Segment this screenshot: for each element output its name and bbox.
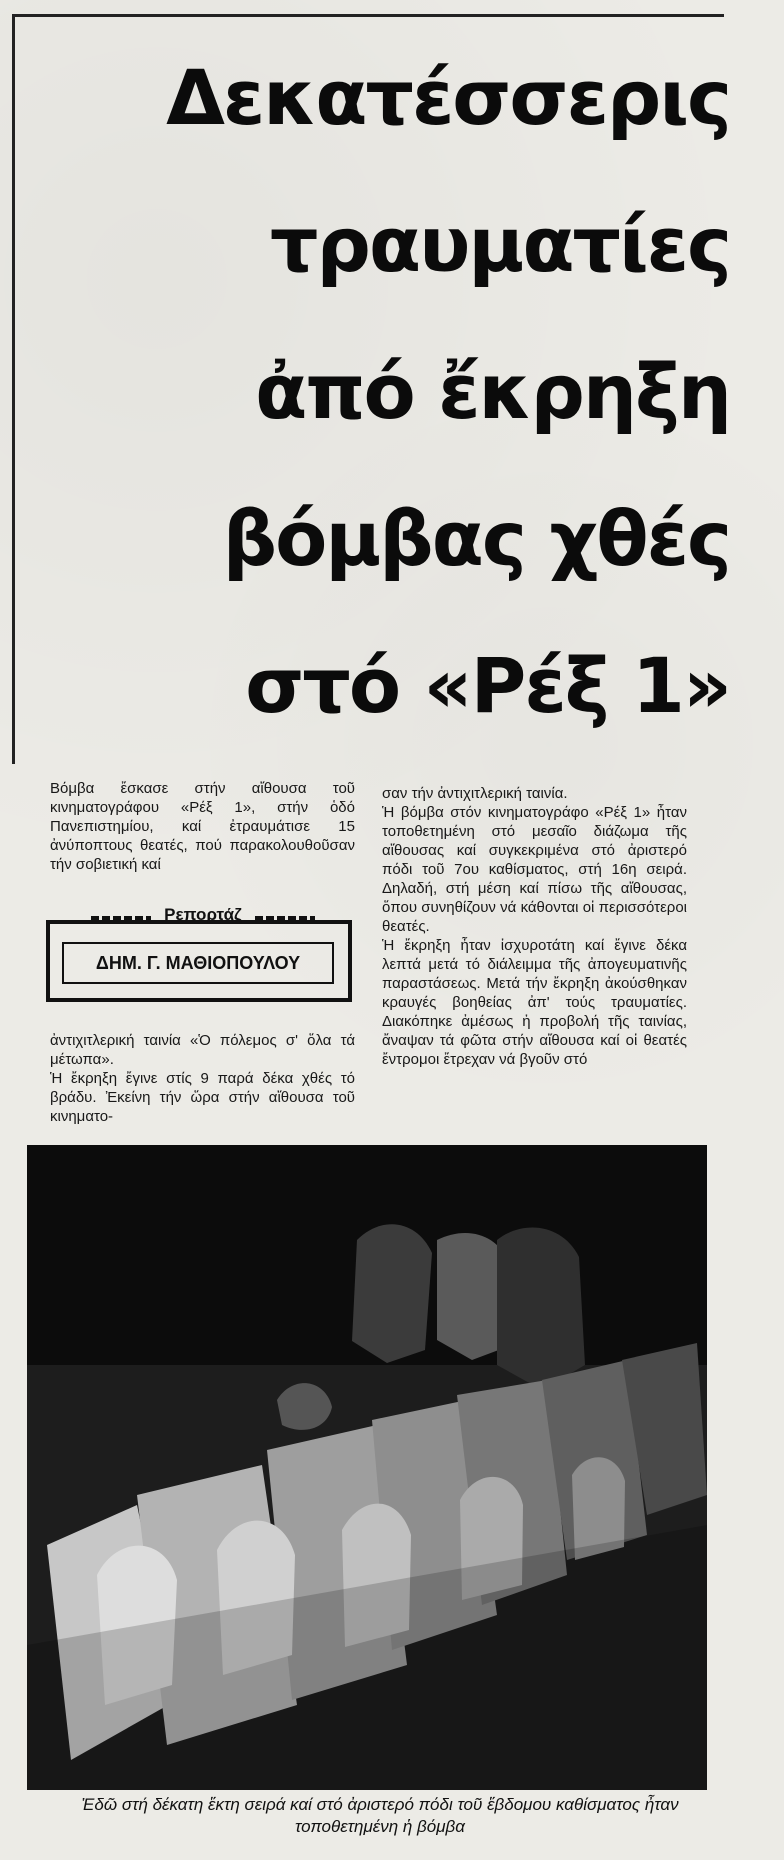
left-paragraph-1: ἀντιχιτλερική ταινία «Ὁ πόλεμος σ' ὅλα τά μέτωπα». [50,1032,355,1068]
right-column [382,784,687,1069]
left-column-top [50,779,355,874]
right-paragraph-2: Ἡ βόμβα στόν κινηματογράφο «Ρέξ 1» ἦταν τοποθετημένη στό μεσαῖο διάζωμα τῆς αἴθουσας καί συγκεκριμένα στό ἀριστερό πόδι τοῦ 7ου καθίσματος, στή 16η σειρά. Δηλαδή, στή μέση καί πίσω τῆς αἴθουσας, ὅπου συνηθίζουν νά κάθονται οἱ περισσότεροι θεατές. [382,804,687,935]
headline [40,24,730,759]
headline-line-4: βόμβας χθές [222,494,730,583]
left-rule [12,14,15,764]
headline-line-2: τραυματίες [269,200,730,289]
headline-line-5: στό «Ρέξ 1» [245,641,730,730]
byline-name: ΔΗΜ. Γ. ΜΑΘΙΟΠΟΥΛΟΥ [62,942,334,984]
byline-label: Ρεπορτάζ [46,904,360,926]
left-paragraph-2: Ἡ ἔκρηξη ἔγινε στίς 9 παρά δέκα χθές τό βράδυ. Ἐκείνη τήν ὥρα στήν αἴθουσα τοῦ κινηματο- [50,1070,355,1125]
theater-photo [27,1145,707,1790]
cinema-seats-photo [27,1145,707,1790]
right-paragraph-3: Ἡ ἔκρηξη ἦταν ἰσχυροτάτη καί ἔγινε δέκα λεπτά μετά τό διάλειμμα τῆς ἀπογευματινῆς παραστάσεως. Μετά τήν ἔκρηξη ἀκούσθηκαν κραυγές βοηθείας ἀπ' τούς τραυματίες. Διακόπηκε ἀμέσως ἡ προβολή τῆς ταινίας, ἄναψαν τά φῶτα στήν αἴθουσα καί οἱ θεατές ἔντρομοι ἔτρεχαν νά βγοῦν στό [382,937,687,1068]
byline-box [46,904,360,1014]
headline-line-3: ἀπό ἔκρηξη [255,347,730,436]
lead-paragraph: Βόμβα ἔσκασε στήν αἴθουσα τοῦ κινηματογράφου «Ρέξ 1», στήν ὁδό Πανεπιστημίου, καί ἐτραυμάτισε 15 ἀνύποπτους θεατές, πού παρακολουθοῦσαν τήν σοβιετική καί [50,780,355,873]
top-rule [12,14,724,17]
right-paragraph-1: σαν τήν ἀντιχιτλερική ταινία. [382,785,568,802]
photo-caption: Ἐδῶ στή δέκατη ἕκτη σειρά καί στό ἀριστερό πόδι τοῦ ἕβδομου καθίσματος ἦταν τοποθετημένη ἡ βόμβα [81,1795,679,1836]
headline-line-1: Δεκατέσσερις [166,53,730,142]
left-column-bottom [50,1031,355,1126]
